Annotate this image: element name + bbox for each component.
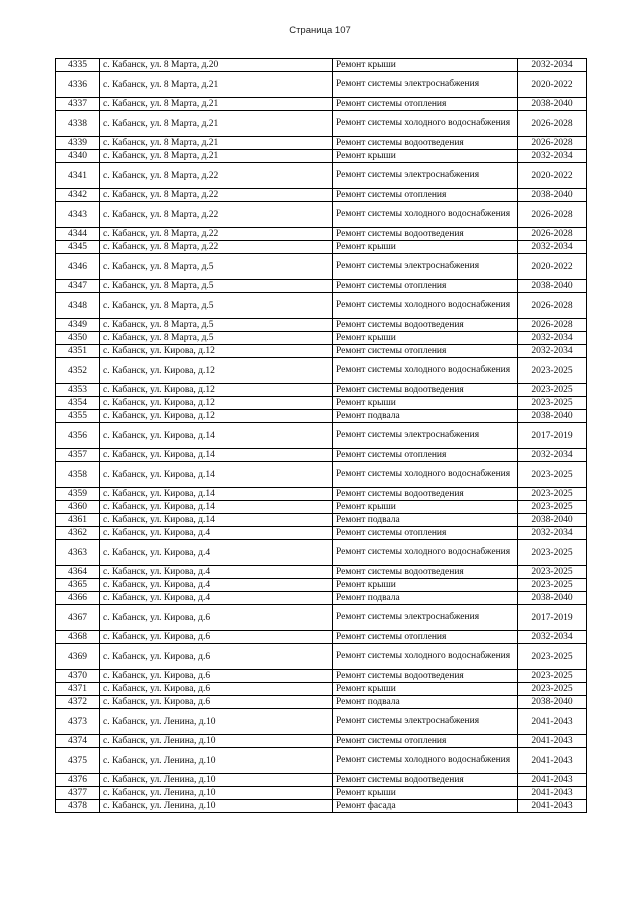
period-cell: 2032-2034 (518, 527, 587, 540)
period-cell: 2020-2022 (518, 72, 587, 98)
table-row (56, 696, 587, 709)
row-number-cell: 4369 (56, 644, 100, 670)
work-type-cell: Ремонт подвала (333, 592, 518, 605)
work-type-cell: Ремонт системы отопления (333, 280, 518, 293)
row-number-cell: 4355 (56, 410, 100, 423)
work-type-cell: Ремонт системы холодного водоснабжения (333, 462, 518, 488)
address-cell: с. Кабанск, ул. Ленина, д.10 (100, 735, 333, 748)
table-row (56, 384, 587, 397)
table-row (56, 150, 587, 163)
period-cell: 2038-2040 (518, 98, 587, 111)
period-cell: 2041-2043 (518, 735, 587, 748)
row-number-cell: 4357 (56, 449, 100, 462)
row-number-cell: 4364 (56, 566, 100, 579)
work-type-cell: Ремонт системы отопления (333, 527, 518, 540)
row-number-cell: 4347 (56, 280, 100, 293)
period-cell: 2023-2025 (518, 501, 587, 514)
work-type-cell: Ремонт системы холодного водоснабжения (333, 202, 518, 228)
period-cell: 2041-2043 (518, 787, 587, 800)
row-number-cell: 4360 (56, 501, 100, 514)
repair-schedule-table (55, 58, 587, 813)
work-type-cell: Ремонт системы водоотведения (333, 488, 518, 501)
address-cell: с. Кабанск, ул. 8 Марта, д.22 (100, 202, 333, 228)
work-type-cell: Ремонт системы электроснабжения (333, 72, 518, 98)
address-cell: с. Кабанск, ул. Кирова, д.6 (100, 670, 333, 683)
table-row (56, 59, 587, 72)
address-cell: с. Кабанск, ул. Кирова, д.4 (100, 566, 333, 579)
table-row (56, 644, 587, 670)
address-cell: с. Кабанск, ул. Кирова, д.12 (100, 345, 333, 358)
address-cell: с. Кабанск, ул. 8 Марта, д.22 (100, 189, 333, 202)
work-type-cell: Ремонт системы электроснабжения (333, 605, 518, 631)
table-row (56, 293, 587, 319)
row-number-cell: 4336 (56, 72, 100, 98)
work-type-cell: Ремонт крыши (333, 683, 518, 696)
row-number-cell: 4349 (56, 319, 100, 332)
work-type-cell: Ремонт подвала (333, 410, 518, 423)
work-type-cell: Ремонт системы электроснабжения (333, 163, 518, 189)
work-type-cell: Ремонт системы водоотведения (333, 384, 518, 397)
work-type-cell: Ремонт системы холодного водоснабжения (333, 748, 518, 774)
address-cell: с. Кабанск, ул. Кирова, д.6 (100, 683, 333, 696)
period-cell: 2038-2040 (518, 696, 587, 709)
row-number-cell: 4377 (56, 787, 100, 800)
period-cell: 2023-2025 (518, 462, 587, 488)
work-type-cell: Ремонт крыши (333, 787, 518, 800)
table-row (56, 579, 587, 592)
work-type-cell: Ремонт системы электроснабжения (333, 423, 518, 449)
period-cell: 2041-2043 (518, 774, 587, 787)
row-number-cell: 4340 (56, 150, 100, 163)
row-number-cell: 4343 (56, 202, 100, 228)
period-cell: 2038-2040 (518, 410, 587, 423)
period-cell: 2041-2043 (518, 800, 587, 813)
address-cell: с. Кабанск, ул. 8 Марта, д.20 (100, 59, 333, 72)
row-number-cell: 4353 (56, 384, 100, 397)
table-row (56, 72, 587, 98)
work-type-cell: Ремонт системы холодного водоснабжения (333, 293, 518, 319)
table-row (56, 540, 587, 566)
row-number-cell: 4339 (56, 137, 100, 150)
row-number-cell: 4367 (56, 605, 100, 631)
period-cell: 2041-2043 (518, 748, 587, 774)
work-type-cell: Ремонт системы отопления (333, 735, 518, 748)
row-number-cell: 4372 (56, 696, 100, 709)
period-cell: 2032-2034 (518, 241, 587, 254)
period-cell: 2026-2028 (518, 293, 587, 319)
table-row (56, 228, 587, 241)
address-cell: с. Кабанск, ул. Ленина, д.10 (100, 709, 333, 735)
work-type-cell: Ремонт системы отопления (333, 631, 518, 644)
address-cell: с. Кабанск, ул. Кирова, д.4 (100, 527, 333, 540)
address-cell: с. Кабанск, ул. Кирова, д.4 (100, 592, 333, 605)
work-type-cell: Ремонт системы водоотведения (333, 228, 518, 241)
table-row (56, 449, 587, 462)
work-type-cell: Ремонт крыши (333, 241, 518, 254)
table-row (56, 683, 587, 696)
row-number-cell: 4351 (56, 345, 100, 358)
work-type-cell: Ремонт системы отопления (333, 189, 518, 202)
address-cell: с. Кабанск, ул. 8 Марта, д.21 (100, 137, 333, 150)
address-cell: с. Кабанск, ул. 8 Марта, д.5 (100, 254, 333, 280)
period-cell: 2026-2028 (518, 111, 587, 137)
table-row (56, 709, 587, 735)
address-cell: с. Кабанск, ул. Ленина, д.10 (100, 748, 333, 774)
work-type-cell: Ремонт крыши (333, 579, 518, 592)
table-body (56, 59, 587, 813)
period-cell: 2038-2040 (518, 189, 587, 202)
table-row (56, 332, 587, 345)
work-type-cell: Ремонт системы электроснабжения (333, 709, 518, 735)
period-cell: 2032-2034 (518, 631, 587, 644)
row-number-cell: 4366 (56, 592, 100, 605)
period-cell: 2032-2034 (518, 449, 587, 462)
table-row (56, 98, 587, 111)
table-row (56, 566, 587, 579)
period-cell: 2041-2043 (518, 709, 587, 735)
period-cell: 2020-2022 (518, 163, 587, 189)
table-row (56, 423, 587, 449)
page-label: Страница 107 (289, 25, 351, 36)
address-cell: с. Кабанск, ул. Кирова, д.14 (100, 462, 333, 488)
work-type-cell: Ремонт крыши (333, 501, 518, 514)
period-cell: 2023-2025 (518, 644, 587, 670)
work-type-cell: Ремонт системы водоотведения (333, 566, 518, 579)
address-cell: с. Кабанск, ул. Кирова, д.12 (100, 384, 333, 397)
table-row (56, 319, 587, 332)
period-cell: 2032-2034 (518, 345, 587, 358)
row-number-cell: 4352 (56, 358, 100, 384)
period-cell: 2023-2025 (518, 670, 587, 683)
table-row (56, 410, 587, 423)
work-type-cell: Ремонт крыши (333, 397, 518, 410)
address-cell: с. Кабанск, ул. Кирова, д.14 (100, 501, 333, 514)
period-cell: 2023-2025 (518, 384, 587, 397)
period-cell: 2038-2040 (518, 592, 587, 605)
row-number-cell: 4354 (56, 397, 100, 410)
table-row (56, 358, 587, 384)
period-cell: 2026-2028 (518, 228, 587, 241)
address-cell: с. Кабанск, ул. 8 Марта, д.5 (100, 319, 333, 332)
work-type-cell: Ремонт подвала (333, 514, 518, 527)
period-cell: 2038-2040 (518, 514, 587, 527)
row-number-cell: 4346 (56, 254, 100, 280)
table-row (56, 774, 587, 787)
address-cell: с. Кабанск, ул. Кирова, д.6 (100, 644, 333, 670)
work-type-cell: Ремонт крыши (333, 59, 518, 72)
row-number-cell: 4348 (56, 293, 100, 319)
table-row (56, 111, 587, 137)
address-cell: с. Кабанск, ул. 8 Марта, д.22 (100, 228, 333, 241)
table-row (56, 345, 587, 358)
address-cell: с. Кабанск, ул. Кирова, д.6 (100, 696, 333, 709)
address-cell: с. Кабанск, ул. Кирова, д.6 (100, 631, 333, 644)
row-number-cell: 4365 (56, 579, 100, 592)
row-number-cell: 4376 (56, 774, 100, 787)
work-type-cell: Ремонт крыши (333, 150, 518, 163)
table-row (56, 163, 587, 189)
address-cell: с. Кабанск, ул. Ленина, д.10 (100, 787, 333, 800)
period-cell: 2017-2019 (518, 605, 587, 631)
period-cell: 2023-2025 (518, 397, 587, 410)
row-number-cell: 4371 (56, 683, 100, 696)
row-number-cell: 4368 (56, 631, 100, 644)
row-number-cell: 4350 (56, 332, 100, 345)
work-type-cell: Ремонт системы водоотведения (333, 319, 518, 332)
address-cell: с. Кабанск, ул. Кирова, д.14 (100, 423, 333, 449)
work-type-cell: Ремонт системы водоотведения (333, 137, 518, 150)
work-type-cell: Ремонт крыши (333, 332, 518, 345)
row-number-cell: 4358 (56, 462, 100, 488)
table-row (56, 254, 587, 280)
address-cell: с. Кабанск, ул. Кирова, д.12 (100, 397, 333, 410)
table-row (56, 488, 587, 501)
row-number-cell: 4337 (56, 98, 100, 111)
address-cell: с. Кабанск, ул. 8 Марта, д.21 (100, 111, 333, 137)
row-number-cell: 4363 (56, 540, 100, 566)
table-row (56, 787, 587, 800)
period-cell: 2017-2019 (518, 423, 587, 449)
row-number-cell: 4341 (56, 163, 100, 189)
table-row (56, 137, 587, 150)
row-number-cell: 4370 (56, 670, 100, 683)
row-number-cell: 4344 (56, 228, 100, 241)
address-cell: с. Кабанск, ул. Кирова, д.12 (100, 410, 333, 423)
period-cell: 2032-2034 (518, 332, 587, 345)
table-row (56, 189, 587, 202)
table-row (56, 748, 587, 774)
work-type-cell: Ремонт фасада (333, 800, 518, 813)
period-cell: 2026-2028 (518, 202, 587, 228)
table-row (56, 735, 587, 748)
work-type-cell: Ремонт системы водоотведения (333, 670, 518, 683)
period-cell: 2032-2034 (518, 59, 587, 72)
row-number-cell: 4375 (56, 748, 100, 774)
table-row (56, 514, 587, 527)
address-cell: с. Кабанск, ул. Кирова, д.14 (100, 449, 333, 462)
work-type-cell: Ремонт системы отопления (333, 345, 518, 358)
row-number-cell: 4359 (56, 488, 100, 501)
row-number-cell: 4335 (56, 59, 100, 72)
period-cell: 2020-2022 (518, 254, 587, 280)
period-cell: 2026-2028 (518, 319, 587, 332)
work-type-cell: Ремонт подвала (333, 696, 518, 709)
table-row (56, 527, 587, 540)
address-cell: с. Кабанск, ул. Кирова, д.14 (100, 514, 333, 527)
table-row (56, 631, 587, 644)
work-type-cell: Ремонт системы холодного водоснабжения (333, 540, 518, 566)
work-type-cell: Ремонт системы отопления (333, 449, 518, 462)
address-cell: с. Кабанск, ул. Ленина, д.10 (100, 774, 333, 787)
period-cell: 2023-2025 (518, 566, 587, 579)
row-number-cell: 4338 (56, 111, 100, 137)
row-number-cell: 4373 (56, 709, 100, 735)
period-cell: 2032-2034 (518, 150, 587, 163)
work-type-cell: Ремонт системы холодного водоснабжения (333, 358, 518, 384)
work-type-cell: Ремонт системы водоотведения (333, 774, 518, 787)
work-type-cell: Ремонт системы электроснабжения (333, 254, 518, 280)
work-type-cell: Ремонт системы холодного водоснабжения (333, 111, 518, 137)
row-number-cell: 4362 (56, 527, 100, 540)
address-cell: с. Кабанск, ул. Кирова, д.4 (100, 579, 333, 592)
period-cell: 2023-2025 (518, 579, 587, 592)
row-number-cell: 4342 (56, 189, 100, 202)
table-row (56, 202, 587, 228)
row-number-cell: 4356 (56, 423, 100, 449)
table-row (56, 397, 587, 410)
table-row (56, 592, 587, 605)
table-row (56, 800, 587, 813)
table-row (56, 462, 587, 488)
row-number-cell: 4345 (56, 241, 100, 254)
address-cell: с. Кабанск, ул. 8 Марта, д.22 (100, 241, 333, 254)
table-row (56, 605, 587, 631)
row-number-cell: 4374 (56, 735, 100, 748)
period-cell: 2026-2028 (518, 137, 587, 150)
period-cell: 2023-2025 (518, 488, 587, 501)
address-cell: с. Кабанск, ул. Кирова, д.6 (100, 605, 333, 631)
address-cell: с. Кабанск, ул. 8 Марта, д.5 (100, 332, 333, 345)
period-cell: 2023-2025 (518, 683, 587, 696)
period-cell: 2038-2040 (518, 280, 587, 293)
work-type-cell: Ремонт системы холодного водоснабжения (333, 644, 518, 670)
address-cell: с. Кабанск, ул. Кирова, д.4 (100, 540, 333, 566)
address-cell: с. Кабанск, ул. Кирова, д.14 (100, 488, 333, 501)
table-row (56, 280, 587, 293)
row-number-cell: 4378 (56, 800, 100, 813)
address-cell: с. Кабанск, ул. 8 Марта, д.22 (100, 163, 333, 189)
address-cell: с. Кабанск, ул. Кирова, д.12 (100, 358, 333, 384)
address-cell: с. Кабанск, ул. 8 Марта, д.21 (100, 98, 333, 111)
address-cell: с. Кабанск, ул. 8 Марта, д.21 (100, 72, 333, 98)
period-cell: 2023-2025 (518, 358, 587, 384)
table-row (56, 670, 587, 683)
address-cell: с. Кабанск, ул. 8 Марта, д.5 (100, 293, 333, 319)
table-row (56, 241, 587, 254)
address-cell: с. Кабанск, ул. 8 Марта, д.21 (100, 150, 333, 163)
row-number-cell: 4361 (56, 514, 100, 527)
period-cell: 2023-2025 (518, 540, 587, 566)
work-type-cell: Ремонт системы отопления (333, 98, 518, 111)
table-row (56, 501, 587, 514)
address-cell: с. Кабанск, ул. Ленина, д.10 (100, 800, 333, 813)
address-cell: с. Кабанск, ул. 8 Марта, д.5 (100, 280, 333, 293)
